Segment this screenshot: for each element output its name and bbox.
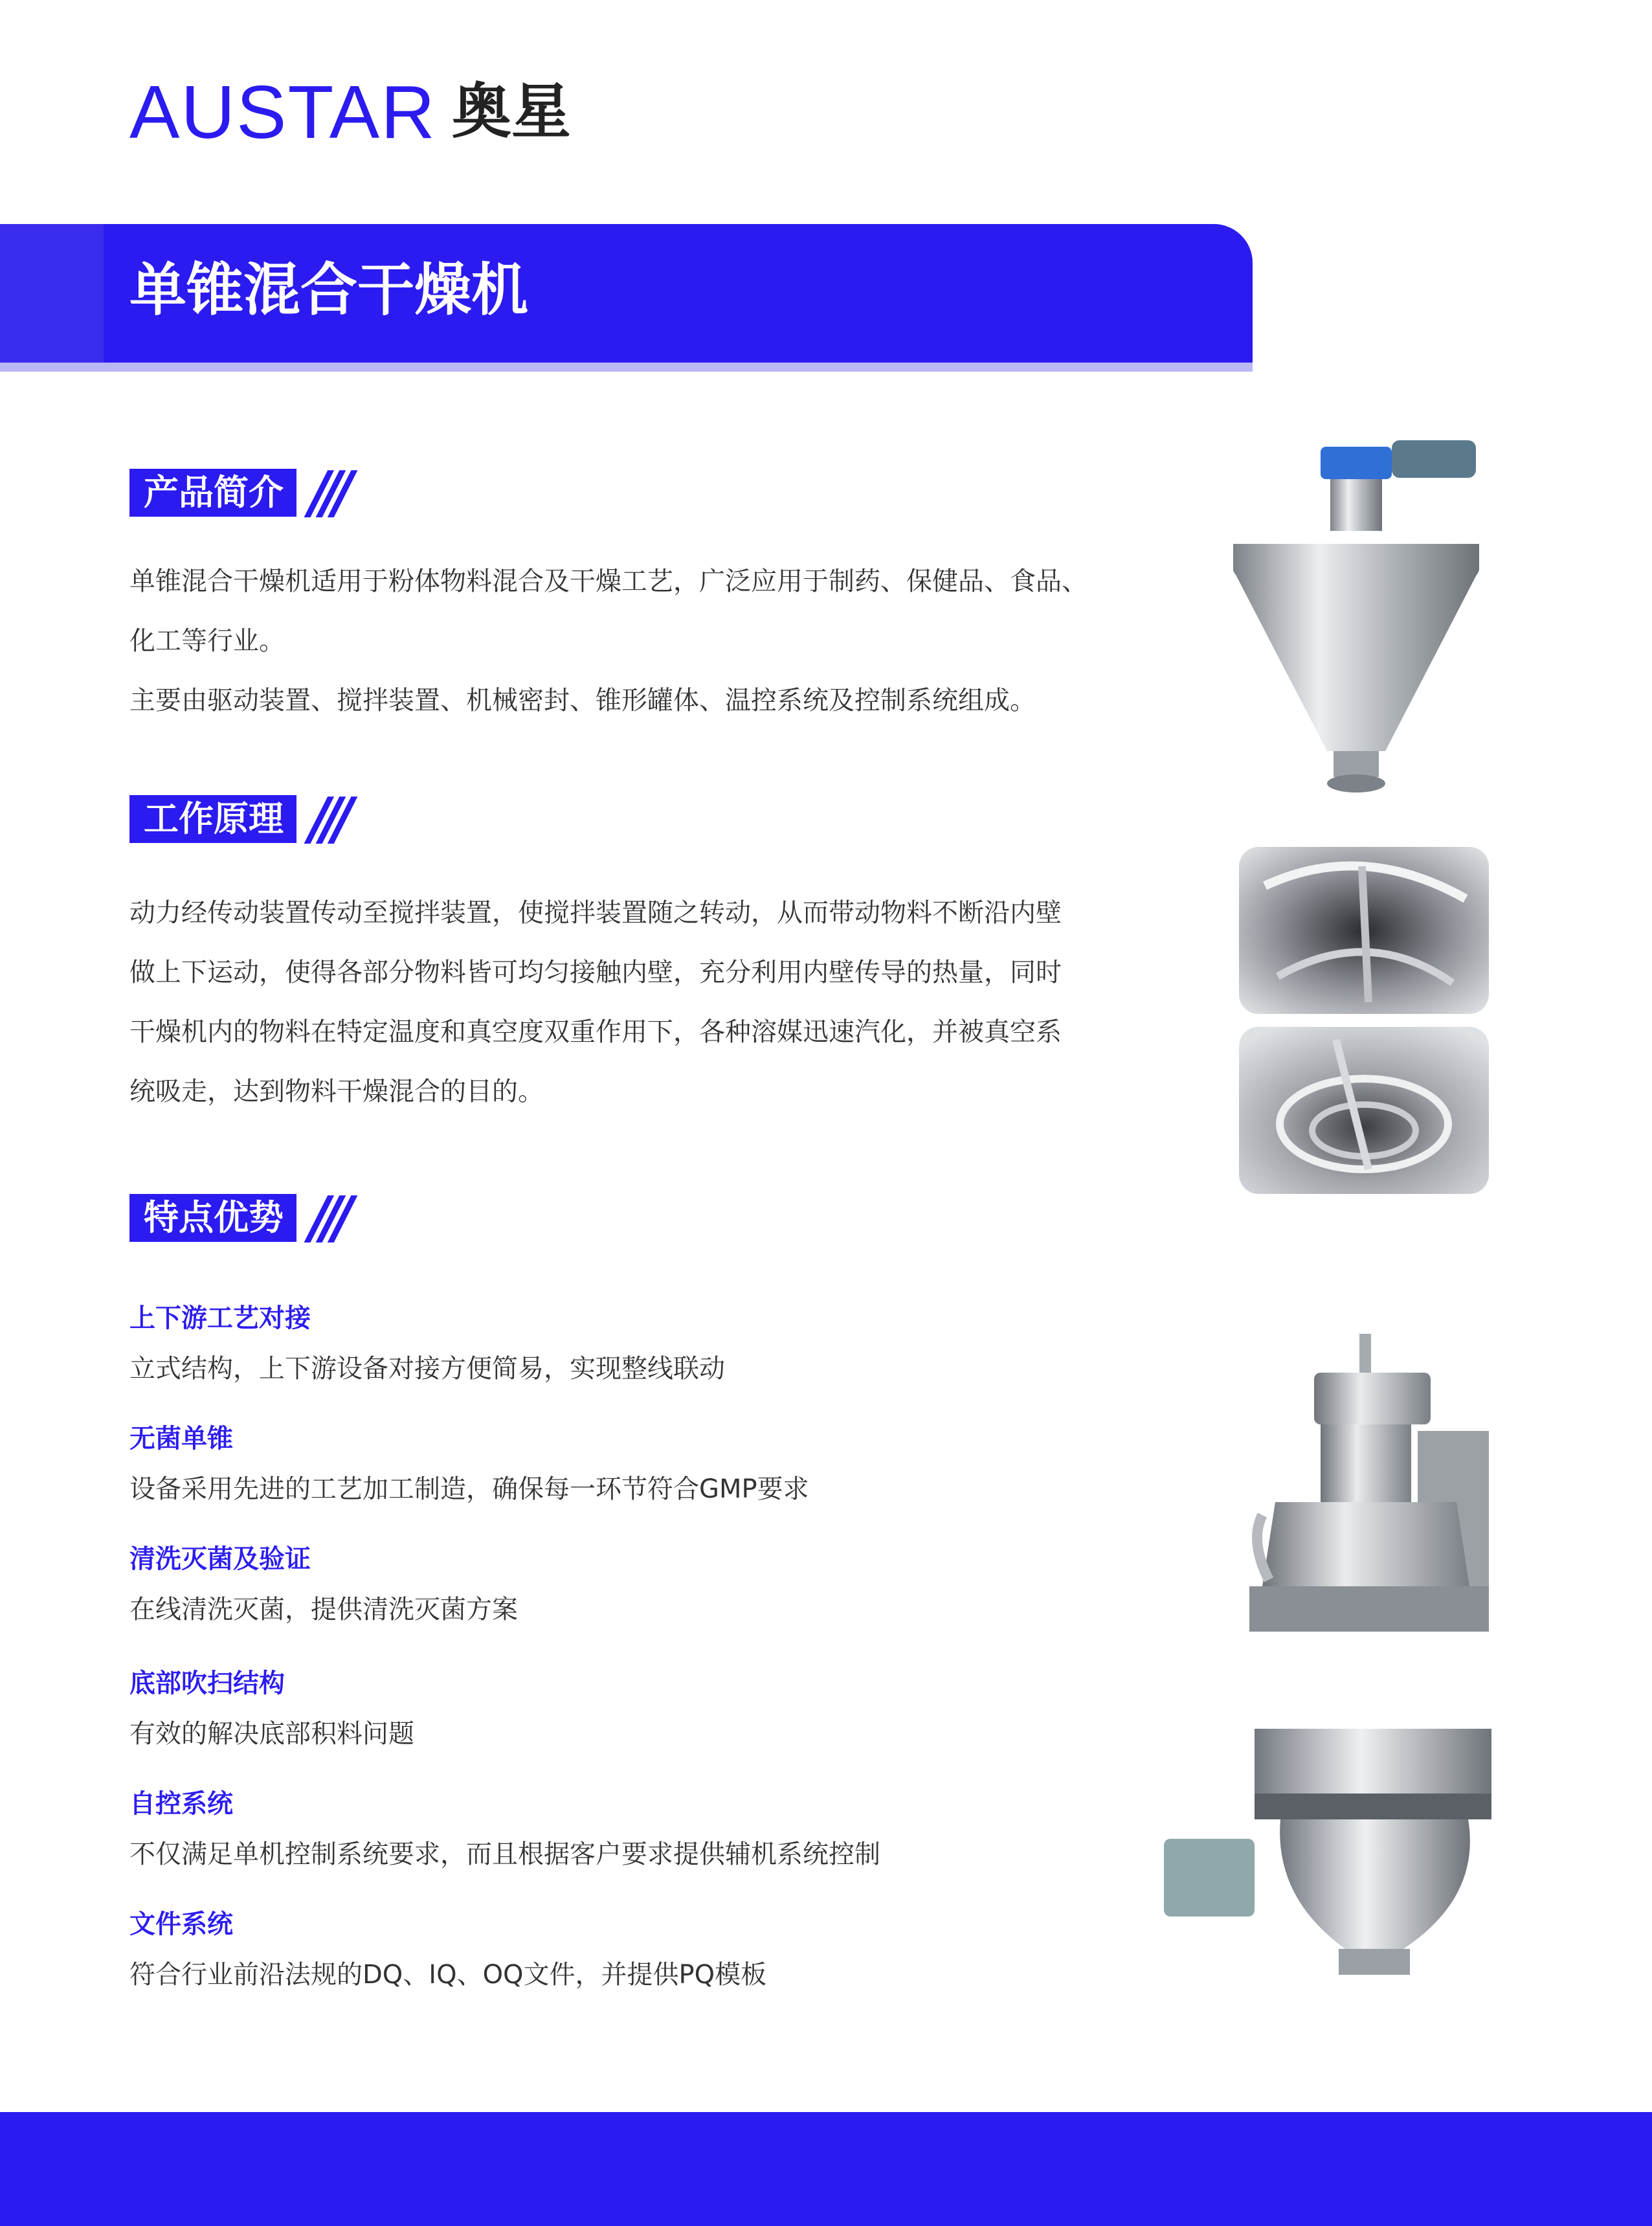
- brand-logo-latin: AUSTAR: [129, 70, 436, 154]
- top-assembly-photo: [1249, 1334, 1495, 1658]
- feature-desc: 有效的解决底部积料问题: [129, 1719, 414, 1749]
- feature-title: 清洗灭菌及验证: [129, 1544, 311, 1574]
- principle-line: 做上下运动，使得各部分物料皆可均匀接触内壁，充分利用内壁传导的热量，同时: [129, 958, 1062, 987]
- section-heading-intro: [129, 459, 388, 526]
- section-heading-slashes-icon: ///: [309, 785, 345, 852]
- bottom-section-photo: [1144, 1729, 1491, 1988]
- section-heading-slashes-icon: ///: [309, 459, 345, 526]
- feature-item: [129, 1664, 1139, 1784]
- product-photo-dryer: [1217, 414, 1502, 803]
- page-title: 单锥混合干燥机: [129, 256, 529, 323]
- feature-desc: 符合行业前沿法规的DQ、IQ、OQ文件，并提供PQ模板: [129, 1960, 767, 1990]
- intro-paragraph: [129, 552, 1139, 730]
- feature-item: [129, 1419, 1139, 1540]
- interior-photo-2: [1239, 1027, 1489, 1194]
- title-banner-accent: [0, 224, 104, 363]
- control-box-icon: [1164, 1839, 1255, 1917]
- intro-line: 化工等行业。: [129, 626, 285, 656]
- footer-bar: [0, 2112, 1652, 2226]
- section-heading-intro-label: 产品简介: [129, 469, 296, 517]
- feature-title: 无菌单锥: [129, 1424, 233, 1454]
- feature-title: 底部吹扫结构: [129, 1669, 285, 1698]
- section-heading-principle: [129, 785, 388, 852]
- section-heading-slashes-icon: ///: [309, 1184, 345, 1251]
- feature-desc: 立式结构，上下游设备对接方便简易，实现整线联动: [129, 1354, 725, 1384]
- interior-photo-1: [1239, 847, 1489, 1014]
- brand-logo: [129, 70, 571, 154]
- feature-desc: 在线清洗灭菌，提供清洗灭菌方案: [129, 1595, 518, 1625]
- feature-item: [129, 1540, 1139, 1664]
- feature-desc: 设备采用先进的工艺加工制造，确保每一环节符合GMP要求: [129, 1474, 809, 1504]
- brand-logo-cn: 奥星: [451, 77, 571, 146]
- section-heading-features-label: 特点优势: [129, 1194, 296, 1242]
- feature-item: [129, 1299, 1139, 1419]
- feature-title: 自控系统: [129, 1789, 233, 1819]
- principle-line: 干燥机内的物料在特定温度和真空度双重作用下，各种溶媒迅速汽化，并被真空系: [129, 1017, 1062, 1047]
- section-heading-principle-label: 工作原理: [129, 795, 296, 843]
- intro-line: 主要由驱动装置、搅拌装置、机械密封、锥形罐体、温控系统及控制系统组成。: [129, 686, 1036, 715]
- drive-motor-icon: [1321, 447, 1392, 479]
- feature-list: [129, 1299, 1139, 2025]
- section-heading-features: [129, 1184, 388, 1251]
- feature-title: 文件系统: [129, 1909, 233, 1939]
- principle-line: 动力经传动装置传动至搅拌装置，使搅拌装置随之转动，从而带动物料不断沿内壁: [129, 898, 1062, 928]
- feature-desc: 不仅满足单机控制系统要求，而且根据客户要求提供辅机系统控制: [129, 1839, 880, 1869]
- principle-paragraph: [129, 883, 1139, 1121]
- feature-title: 上下游工艺对接: [129, 1303, 311, 1333]
- feature-item: [129, 1905, 1139, 2025]
- intro-line: 单锥混合干燥机适用于粉体物料混合及干燥工艺，广泛应用于制药、保健品、食品、: [129, 567, 1088, 596]
- principle-line: 统吸走，达到物料干燥混合的目的。: [129, 1077, 544, 1107]
- feature-item: [129, 1784, 1139, 1905]
